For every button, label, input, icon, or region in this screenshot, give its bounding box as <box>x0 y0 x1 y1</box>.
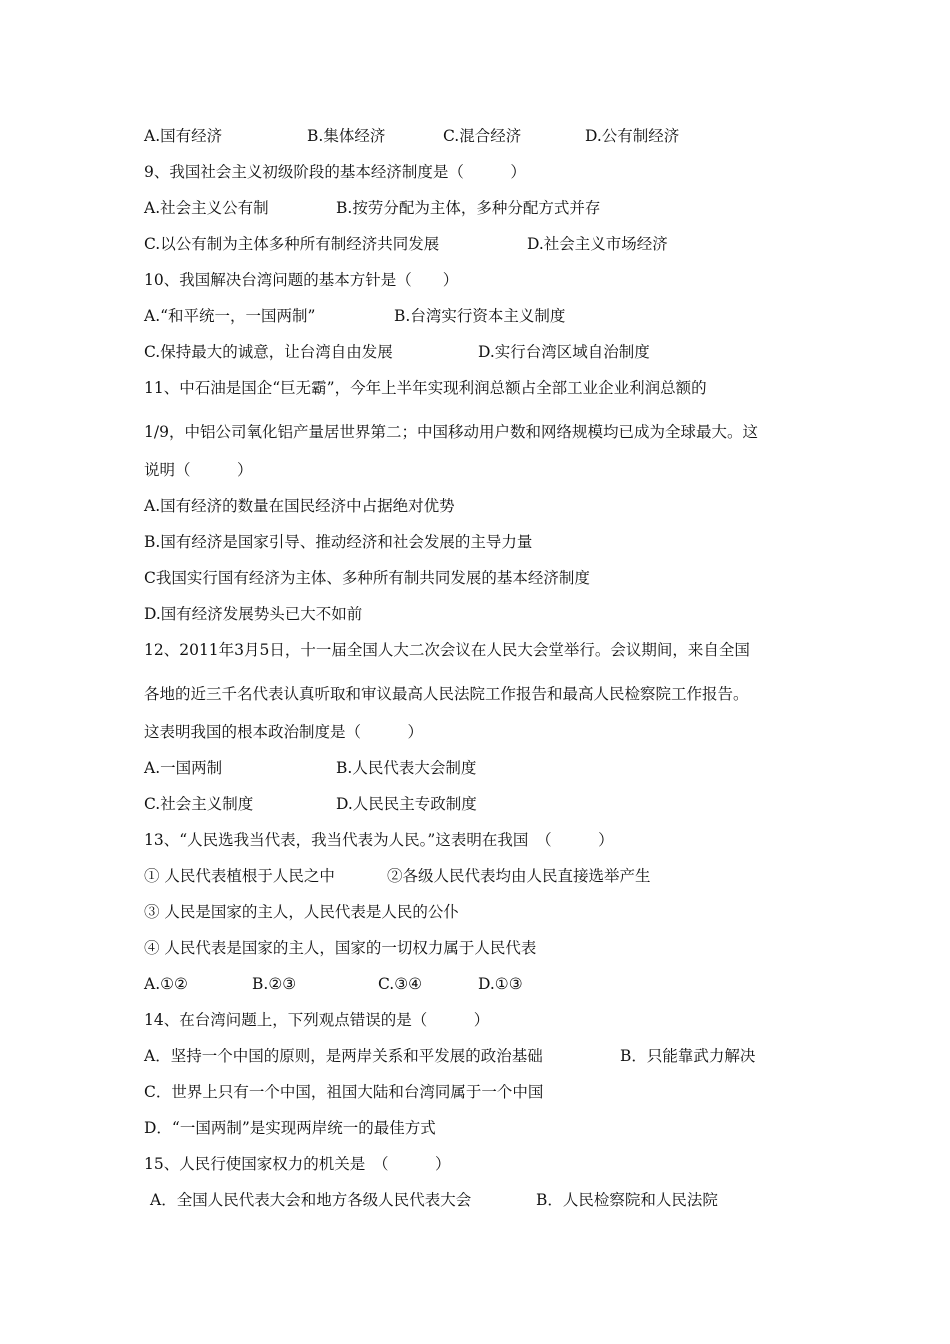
question-11-stem-line-3: 说明（ ） <box>144 461 253 479</box>
question-11-option-d: D.国有经济发展势头已大不如前 <box>144 605 363 623</box>
option-d: D.社会主义市场经济 <box>527 235 668 253</box>
question-13-statement-4: ④ 人民代表是国家的主人，国家的一切权力属于人民代表 <box>144 939 537 957</box>
question-10-options-cd <box>144 340 830 364</box>
option-a: A．全国人民代表大会和地方各级人民代表大会 <box>150 1191 472 1209</box>
option-b: B.②③ <box>252 975 297 993</box>
option-b: B.台湾实行资本主义制度 <box>394 307 566 325</box>
question-11-stem-line-2: 1/9，中铝公司氧化铝产量居世界第二；中国移动用户数和网络规模均已成为全球最大。这 <box>144 423 758 441</box>
question-12-options-ab <box>144 756 830 780</box>
question-14-option-d: D．“一国两制”是实现两岸统一的最佳方式 <box>144 1119 436 1137</box>
question-11-option-a: A.国有经济的数量在国民经济中占据绝对优势 <box>144 497 455 515</box>
option-a: A.一国两制 <box>144 759 223 777</box>
question-12-stem-line-2: 各地的近三千名代表认真听取和审议最高人民法院工作报告和最高人民检察院工作报告。 <box>144 685 749 703</box>
option-c: C.社会主义制度 <box>144 795 254 813</box>
option-b: B．只能靠武力解决 <box>620 1047 756 1065</box>
question-13-statements-12 <box>144 864 830 888</box>
option-d: D.实行台湾区域自治制度 <box>478 343 650 361</box>
option-d: D.①③ <box>478 975 523 993</box>
question-13-statement-3: ③ 人民是国家的主人，人民代表是人民的公仆 <box>144 903 459 921</box>
question-15-stem: 15、人民行使国家权力的机关是 （ ） <box>144 1155 451 1173</box>
option-c: C.③④ <box>378 975 423 993</box>
option-b: B.人民代表大会制度 <box>336 759 477 777</box>
option-a: A.①② <box>144 975 188 993</box>
option-c: C.以公有制为主体多种所有制经济共同发展 <box>144 235 440 253</box>
option-b: B.集体经济 <box>307 127 386 145</box>
question-9-options-ab <box>144 196 830 220</box>
question-12-stem-line-1: 12、2011年3月5日，十一届全国人大二次会议在人民大会堂举行。会议期间，来自全国 <box>144 641 750 659</box>
question-13-options <box>144 972 830 996</box>
option-c: C.混合经济 <box>443 127 522 145</box>
question-10-options-ab <box>144 304 830 328</box>
option-d: D.人民民主专政制度 <box>336 795 477 813</box>
question-13-stem: 13、“人民选我当代表，我当代表为人民。”这表明在我国 （ ） <box>144 831 614 849</box>
option-c: C.保持最大的诚意，让台湾自由发展 <box>144 343 393 361</box>
question-11-stem-line-1: 11、中石油是国企“巨无霸”，今年上半年实现利润总额占全部工业企业利润总额的 <box>144 379 707 397</box>
question-14-option-c: C．世界上只有一个中国，祖国大陆和台湾同属于一个中国 <box>144 1083 544 1101</box>
option-a: A．坚持一个中国的原则，是两岸关系和平发展的政治基础 <box>144 1047 543 1065</box>
option-a: A.社会主义公有制 <box>144 199 269 217</box>
option-a: A.“和平统一，一国两制” <box>144 307 316 325</box>
question-10-stem: 10、我国解决台湾问题的基本方针是（ ） <box>144 271 459 289</box>
statement-2: ②各级人民代表均由人民直接选举产生 <box>387 867 651 885</box>
question-12-stem-line-3: 这表明我国的根本政治制度是（ ） <box>144 723 424 741</box>
option-a: A.国有经济 <box>144 127 223 145</box>
option-b: B.按劳分配为主体，多种分配方式并存 <box>336 199 601 217</box>
question-9-options-cd <box>144 232 830 256</box>
question-14-stem: 14、在台湾问题上，下列观点错误的是（ ） <box>144 1011 490 1029</box>
question-12-options-cd <box>144 792 830 816</box>
question-11-option-b: B.国有经济是国家引导、推动经济和社会发展的主导力量 <box>144 533 533 551</box>
question-8-options <box>144 124 830 148</box>
question-9-stem: 9、我国社会主义初级阶段的基本经济制度是（ ） <box>144 163 526 181</box>
question-11-option-c: C我国实行国有经济为主体、多种所有制共同发展的基本经济制度 <box>144 569 590 587</box>
statement-1: ① 人民代表植根于人民之中 <box>144 867 335 885</box>
question-14-options-ab <box>144 1044 830 1068</box>
option-b: B．人民检察院和人民法院 <box>536 1191 718 1209</box>
question-15-options-ab <box>144 1188 830 1212</box>
option-d: D.公有制经济 <box>585 127 680 145</box>
